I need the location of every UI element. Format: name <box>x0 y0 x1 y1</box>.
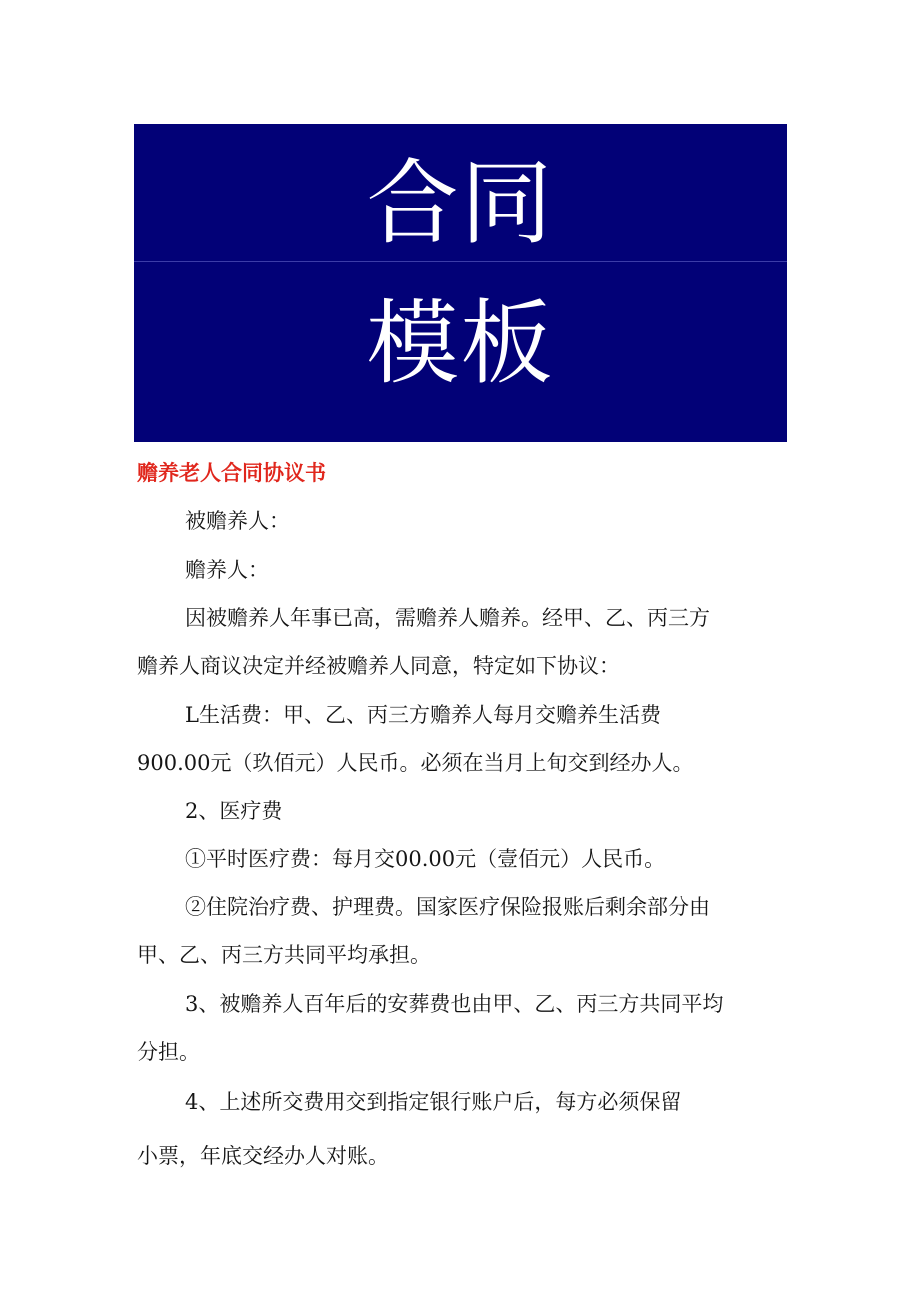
clause-2-heading: 2、医疗费 <box>185 799 283 823</box>
clause-2-item-2-line-1: ②住院治疗费、护理费。国家医疗保险报账后剩余部分由 <box>185 895 710 919</box>
paragraph-intro-line-2: 赡养人商议决定并经被赡养人同意，特定如下协议： <box>137 654 620 678</box>
title-banner <box>134 124 787 442</box>
banner-title-line-1: 合同 <box>366 150 555 257</box>
clause-4-line-2: 小票，年底交经办人对账。 <box>137 1144 389 1168</box>
clause-2-item-1: ①平时医疗费：每月交00.00元（壹佰元）人民币。 <box>185 847 666 871</box>
banner-title-line-2: 模板 <box>366 290 555 397</box>
clause-1-line-1: L生活费：甲、乙、丙三方赡养人每月交赡养生活费 <box>185 703 661 727</box>
party-supporter-line: 赡养人： <box>185 558 269 582</box>
clause-3-line-1: 3、被赡养人百年后的安葬费也由甲、乙、丙三方共同平均 <box>185 992 724 1016</box>
party-supported-line: 被赡养人： <box>185 509 290 533</box>
clause-3-line-2: 分担。 <box>137 1040 200 1064</box>
clause-4-line-1: 4、上述所交费用交到指定银行账户后，每方必须保留 <box>185 1090 682 1114</box>
clause-1-line-2: 900.00元（玖佰元）人民币。必须在当月上旬交到经办人。 <box>137 751 694 775</box>
paragraph-intro-line-1: 因被赡养人年事已高，需赡养人赡养。经甲、乙、丙三方 <box>185 606 710 630</box>
clause-2-item-2-line-2: 甲、乙、丙三方共同平均承担。 <box>137 943 431 967</box>
document-title: 赡养老人合同协议书 <box>137 461 326 485</box>
banner-divider <box>134 261 787 262</box>
